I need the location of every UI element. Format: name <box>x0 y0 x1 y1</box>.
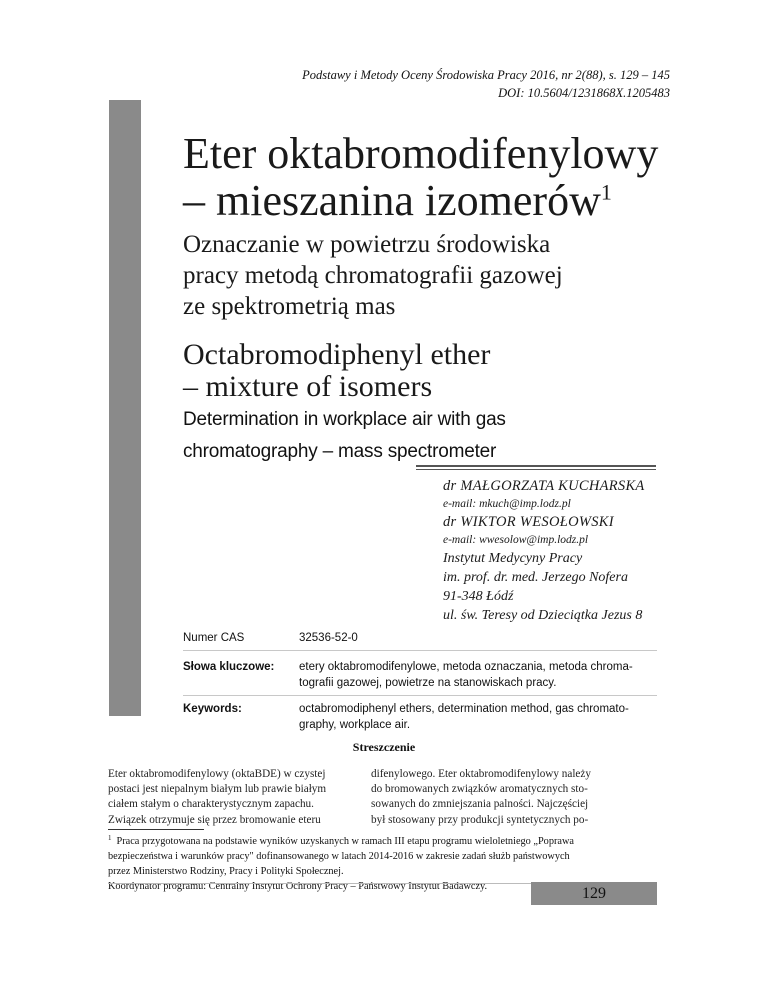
subtitle-en-line2: chromatography – mass spectrometer <box>183 441 497 462</box>
subtitle-polish <box>183 229 563 322</box>
keywords-pl-line2: tografii gazowej, powietrze na stanowiskach pracy. <box>299 677 557 689</box>
journal-citation: Podstawy i Metody Oceny Środowiska Pracy 2016, nr 2(88), s. 129 – 145 <box>302 68 670 82</box>
footnote-line2: bezpieczeństwa i warunków pracy" dofinansowanego w latach 2014-2016 w zakresie zadań służb państwowych <box>108 851 570 862</box>
title-pl-line2 <box>183 177 658 224</box>
footnote-line3: przez Ministerstwo Rodziny, Pracy i Polityki Społecznej. <box>108 866 344 877</box>
footnote-line1-text: Praca przygotowana na podstawie wyników uzyskanych w ramach III etapu programu wieloletniego „Poprawa <box>116 836 574 847</box>
footnote-line1 <box>108 834 668 849</box>
author-1-name: dr MAŁGORZATA KUCHARSKA <box>443 478 645 494</box>
footnote-line4: Koordynator programu: Centralny Instytut Ochrony Pracy – Państwowy Instytut Badawczy. <box>108 881 488 892</box>
title-divider-thick <box>416 465 656 467</box>
abstract-left-line: Eter oktabromodifenylowy (oktaBDE) w czystej <box>108 768 326 780</box>
abstract-right-line: sowanych do zmniejszania palności. Najczęściej <box>371 798 589 811</box>
abstract-left-line: Związek otrzymuje się przez bromowanie eteru <box>108 813 321 826</box>
keywords-en-line1: octabromodiphenyl ethers, determination method, gas chromato- <box>299 703 629 715</box>
footnote-rule <box>108 829 204 830</box>
side-accent-bar <box>109 100 141 716</box>
author-2-email[interactable]: e-mail: wwesolow@imp.lodz.pl <box>443 534 589 546</box>
title-pl-line2-text: – mieszanina izomerów <box>183 176 601 225</box>
keywords-pl-value <box>299 659 655 691</box>
subtitle-en-line1: Determination in workplace air with gas <box>183 409 506 430</box>
journal-header <box>302 66 670 102</box>
subtitle-pl-line2: pracy metodą chromatografii gazowej <box>183 262 563 289</box>
keywords-pl-line1: etery oktabromodifenylowe, metoda oznaczania, metoda chroma- <box>299 661 633 673</box>
author-1-email[interactable]: e-mail: mkuch@imp.lodz.pl <box>443 498 571 510</box>
title-polish <box>183 130 658 224</box>
subtitle-pl-line1: Oznaczanie w powietrzu środowiska <box>183 231 551 258</box>
title-footnote-mark: 1 <box>600 179 612 205</box>
abstract-left-line: ciałem stałym o charakterystycznym zapachu. <box>108 798 314 811</box>
subtitle-pl-line3: ze spektrometrią mas <box>183 293 396 320</box>
author-block <box>443 477 645 625</box>
keywords-en-value <box>299 701 655 733</box>
keywords-en-label: Keywords: <box>183 703 242 715</box>
institute-city: 91-348 Łódź <box>443 589 514 604</box>
author-2-name: dr WIKTOR WESOŁOWSKI <box>443 514 614 530</box>
subtitle-english <box>183 404 506 468</box>
abstract-left-line: postaci jest niepalnym białym lub prawie białym <box>108 783 327 796</box>
title-english <box>183 339 490 403</box>
footnote-mark: 1 <box>108 833 112 842</box>
journal-doi: DOI: 10.5604/1231868X.1205483 <box>498 86 670 100</box>
meta-separator-2 <box>183 695 657 696</box>
title-en-line2: – mixture of isomers <box>183 370 433 403</box>
abstract-right-line: difenylowego. Eter oktabromodifenylowy należy <box>371 768 591 780</box>
abstract-right-line: do bromowanych związków aromatycznych sto- <box>371 783 588 796</box>
title-divider-thin <box>416 469 656 470</box>
abstract-column-right <box>371 767 657 828</box>
page-number: 129 <box>582 885 606 902</box>
title-en-line1: Octabromodiphenyl ether <box>183 338 491 371</box>
abstract-right-line: był stosowany przy produkcji syntetycznych po- <box>371 813 589 826</box>
keywords-en-line2: graphy, workplace air. <box>299 719 411 731</box>
institute-name: Instytut Medycyny Pracy <box>443 551 583 566</box>
keywords-pl-label: Słowa kluczowe: <box>183 661 275 673</box>
institute-street: ul. św. Teresy od Dzieciątka Jezus 8 <box>443 608 643 623</box>
abstract-column-left <box>108 767 354 828</box>
title-pl-line1: Eter oktabromodifenylowy <box>183 129 659 178</box>
cas-value: 32536-52-0 <box>299 632 358 644</box>
institute-patron: im. prof. dr. med. Jerzego Nofera <box>443 570 628 585</box>
meta-separator-1 <box>183 650 657 651</box>
cas-label: Numer CAS <box>183 632 245 644</box>
abstract-heading: Streszczenie <box>352 740 416 754</box>
